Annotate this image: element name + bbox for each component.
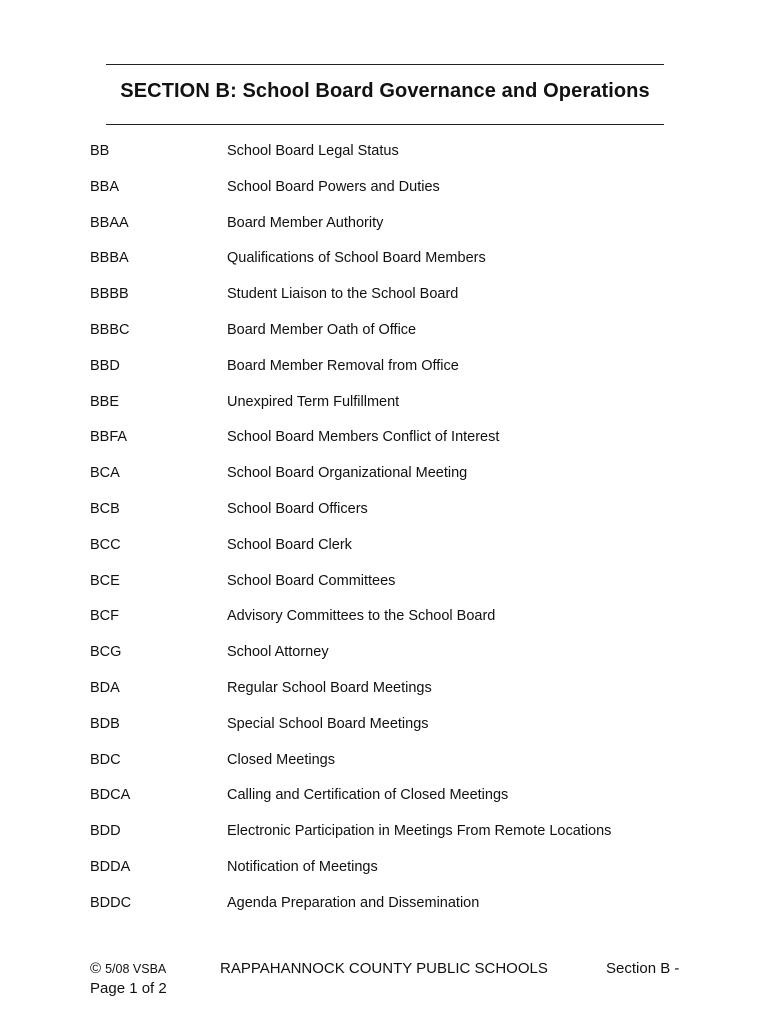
page-number: Page 1 of 2: [90, 980, 167, 997]
list-item: [0, 215, 770, 251]
list-item: [0, 429, 770, 465]
policy-title: School Board Committees: [227, 572, 396, 589]
list-item: [0, 895, 770, 931]
page-title: SECTION B: School Board Governance and Operations: [120, 80, 650, 102]
list-item: [0, 322, 770, 358]
policy-title: Board Member Authority: [227, 214, 384, 231]
policy-title: Qualifications of School Board Members: [227, 250, 486, 267]
policy-title: Closed Meetings: [227, 751, 335, 768]
policy-code: BCG: [90, 644, 122, 661]
policy-code: BCB: [90, 500, 120, 517]
policy-title: Student Liaison to the School Board: [227, 286, 459, 303]
list-item: [0, 537, 770, 573]
list-item: [0, 394, 770, 430]
policy-code: BBBA: [90, 250, 129, 267]
policy-title: Advisory Committees to the School Board: [227, 608, 496, 625]
list-item: [0, 179, 770, 215]
section-reference: Section B -: [606, 960, 680, 977]
policy-code: BCA: [90, 465, 120, 482]
policy-title: School Board Organizational Meeting: [227, 465, 468, 482]
policy-title: Regular School Board Meetings: [227, 679, 432, 696]
policy-title: Calling and Certification of Closed Meetings: [227, 787, 509, 804]
policy-code: BBFA: [90, 429, 128, 446]
policy-title: School Board Officers: [227, 500, 368, 517]
policy-title: School Board Clerk: [227, 536, 352, 553]
list-item: [0, 573, 770, 609]
policy-code: BBBC: [90, 321, 130, 338]
policy-list: [0, 143, 770, 931]
policy-code: BCE: [90, 572, 120, 589]
policy-title: School Board Powers and Duties: [227, 178, 440, 195]
list-item: [0, 358, 770, 394]
policy-title: School Board Legal Status: [227, 143, 399, 159]
policy-code: BDA: [90, 679, 120, 696]
policy-code: BCF: [90, 608, 119, 625]
policy-title: Agenda Preparation and Dissemination: [227, 894, 480, 911]
header-top-rule: [106, 64, 664, 65]
list-item: [0, 501, 770, 537]
policy-title: Board Member Removal from Office: [227, 357, 459, 374]
list-item: [0, 680, 770, 716]
policy-code: BBA: [90, 178, 120, 195]
policy-code: BDC: [90, 751, 121, 768]
policy-title: School Board Members Conflict of Interest: [227, 429, 500, 446]
header-bottom-rule: [106, 124, 664, 125]
list-item: [0, 823, 770, 859]
policy-code: BBAA: [90, 214, 129, 231]
policy-code: BB: [90, 143, 110, 159]
policy-code: BDDA: [90, 858, 131, 875]
list-item: [0, 465, 770, 501]
copyright-date: 5/08 VSBA: [105, 962, 167, 976]
list-item: [0, 608, 770, 644]
list-item: [0, 286, 770, 322]
list-item: [0, 143, 770, 179]
policy-code: BBE: [90, 393, 120, 410]
policy-code: BCC: [90, 536, 121, 553]
policy-title: Notification of Meetings: [227, 858, 378, 875]
policy-title: Board Member Oath of Office: [227, 321, 417, 338]
policy-code: BBBB: [90, 286, 129, 303]
policy-code: BDDC: [90, 894, 132, 911]
copyright-symbol: ©: [90, 960, 102, 977]
policy-title: Special School Board Meetings: [227, 715, 429, 732]
policy-code: BDB: [90, 715, 120, 732]
copyright-notice: [90, 960, 166, 977]
policy-code: BBD: [90, 357, 120, 374]
policy-code: BDCA: [90, 787, 131, 804]
list-item: [0, 752, 770, 788]
list-item: [0, 859, 770, 895]
list-item: [0, 644, 770, 680]
policy-title: School Attorney: [227, 644, 329, 661]
district-name: RAPPAHANNOCK COUNTY PUBLIC SCHOOLS: [220, 960, 548, 977]
list-item: [0, 250, 770, 286]
list-item: [0, 787, 770, 823]
policy-title: Electronic Participation in Meetings From Remote Locations: [227, 823, 612, 840]
list-item: [0, 716, 770, 752]
policy-title: Unexpired Term Fulfillment: [227, 393, 400, 410]
policy-code: BDD: [90, 823, 121, 840]
